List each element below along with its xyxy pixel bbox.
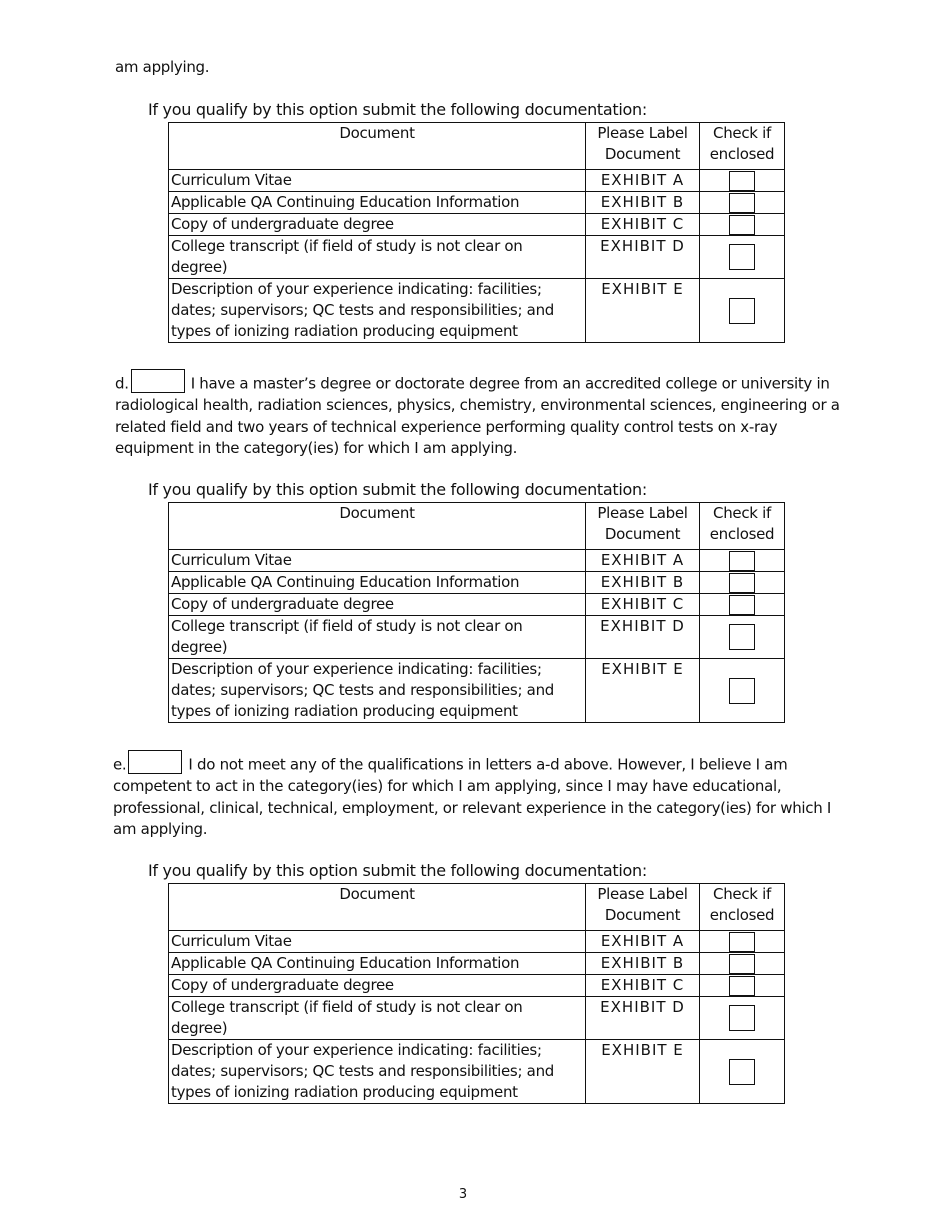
enclosed-checkbox[interactable] [729,298,755,324]
page-number: 3 [458,1187,468,1202]
enclosed-checkbox[interactable] [729,171,755,191]
document-name: Curriculum Vitae [169,550,586,572]
option-d-paragraph: d. I have a master’s degree or doctorate degree from an accredited college or university in radiological health, radiation sciences, physics, chemistry, environmental sciences, engineering or a related field and two years of technical experience performing quality control tests on x-ray equipment in the category(ies) for which I am applying. [115,371,845,460]
enclosed-checkbox[interactable] [729,954,755,974]
header-label: Please Label Document [586,123,700,170]
exhibit-label: EXHIBIT C [586,594,700,616]
exhibit-label: EXHIBIT C [586,975,700,997]
enclosed-checkbox[interactable] [729,976,755,996]
exhibit-label: EXHIBIT E [586,659,700,723]
section-c-table [168,122,785,343]
exhibit-label: EXHIBIT B [586,192,700,214]
header-label: Please Label Document [586,884,700,931]
document-name: College transcript (if field of study is not clear on degree) [169,236,586,279]
header-document: Document [169,503,586,550]
exhibit-label: EXHIBIT A [586,550,700,572]
table-row [169,997,785,1040]
section-e-intro: If you qualify by this option submit the following documentation: [148,861,647,880]
table-row [169,214,785,236]
exhibit-label: EXHIBIT D [586,236,700,279]
exhibit-label: EXHIBIT D [586,616,700,659]
option-d-blank[interactable] [131,369,185,393]
document-name: Copy of undergraduate degree [169,594,586,616]
header-document: Document [169,884,586,931]
table-row [169,594,785,616]
section-d-intro: If you qualify by this option submit the following documentation: [148,480,647,499]
table-row [169,1040,785,1104]
enclosed-checkbox[interactable] [729,573,755,593]
header-check: Check if enclosed [700,884,785,931]
exhibit-label: EXHIBIT A [586,931,700,953]
table-row [169,572,785,594]
section-e-table [168,883,785,1104]
document-name: Copy of undergraduate degree [169,975,586,997]
exhibit-label: EXHIBIT B [586,953,700,975]
enclosed-checkbox[interactable] [729,1005,755,1031]
enclosed-checkbox[interactable] [729,244,755,270]
exhibit-label: EXHIBIT C [586,214,700,236]
enclosed-checkbox[interactable] [729,551,755,571]
enclosed-checkbox[interactable] [729,595,755,615]
document-name: Copy of undergraduate degree [169,214,586,236]
table-row [169,192,785,214]
enclosed-checkbox[interactable] [729,193,755,213]
option-e-blank[interactable] [128,750,182,774]
table-row [169,279,785,343]
document-name: Description of your experience indicating: facilities; dates; supervisors; QC tests and responsibilities; and types of ionizing radiation producing equipment [169,279,586,343]
exhibit-label: EXHIBIT E [586,279,700,343]
table-row [169,931,785,953]
table-row [169,550,785,572]
document-name: Curriculum Vitae [169,931,586,953]
table-row [169,659,785,723]
exhibit-label: EXHIBIT E [586,1040,700,1104]
enclosed-checkbox[interactable] [729,932,755,952]
exhibit-label: EXHIBIT A [586,170,700,192]
table-row [169,170,785,192]
header-check: Check if enclosed [700,503,785,550]
section-d-table [168,502,785,723]
exhibit-label: EXHIBIT B [586,572,700,594]
document-name: Applicable QA Continuing Education Information [169,572,586,594]
header-check: Check if enclosed [700,123,785,170]
header-document: Document [169,123,586,170]
section-c-intro: If you qualify by this option submit the following documentation: [148,100,647,119]
enclosed-checkbox[interactable] [729,1059,755,1085]
continuation-text: am applying. [115,58,210,76]
table-row [169,953,785,975]
document-name: Applicable QA Continuing Education Information [169,953,586,975]
document-name: College transcript (if field of study is not clear on degree) [169,616,586,659]
table-row [169,975,785,997]
header-label: Please Label Document [586,503,700,550]
document-name: Curriculum Vitae [169,170,586,192]
enclosed-checkbox[interactable] [729,624,755,650]
document-name: College transcript (if field of study is not clear on degree) [169,997,586,1040]
table-row [169,616,785,659]
document-name: Description of your experience indicating: facilities; dates; supervisors; QC tests and responsibilities; and types of ionizing radiation producing equipment [169,659,586,723]
option-e-paragraph: e. I do not meet any of the qualifications in letters a-d above. However, I believe I am competent to act in the category(ies) for which I am applying, since I may have educational, professional, clinical, technical, employment, or relevant experience in the category(ies) for which I am applying. [113,752,843,841]
table-row [169,236,785,279]
exhibit-label: EXHIBIT D [586,997,700,1040]
document-name: Applicable QA Continuing Education Information [169,192,586,214]
document-name: Description of your experience indicating: facilities; dates; supervisors; QC tests and responsibilities; and types of ionizing radiation producing equipment [169,1040,586,1104]
enclosed-checkbox[interactable] [729,215,755,235]
enclosed-checkbox[interactable] [729,678,755,704]
